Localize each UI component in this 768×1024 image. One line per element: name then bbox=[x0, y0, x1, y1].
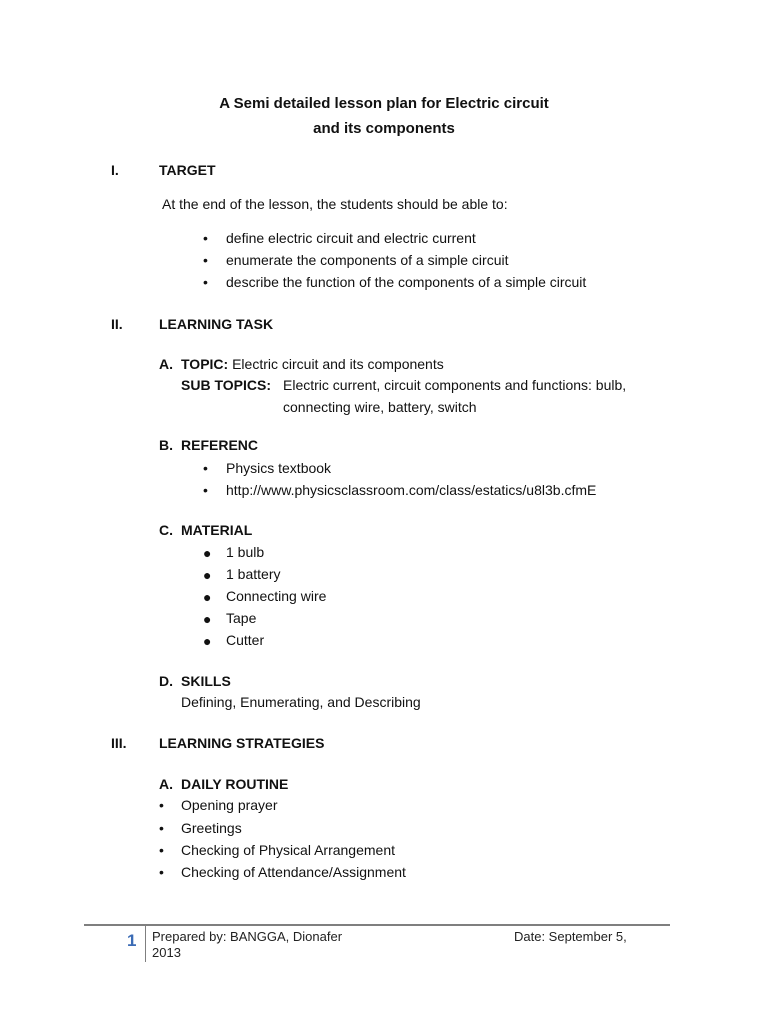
subsection-2b-letter: B. bbox=[159, 437, 173, 453]
document-title-line-2: and its components bbox=[313, 120, 455, 137]
section-3-numeral: III. bbox=[111, 735, 127, 751]
subtopics-value-line-2: connecting wire, battery, switch bbox=[283, 399, 477, 415]
target-objective-2: enumerate the components of a simple circuit bbox=[226, 252, 509, 268]
topic-line bbox=[181, 357, 444, 371]
subsection-2c-letter: C. bbox=[159, 522, 173, 538]
document-title-line-1: A Semi detailed lesson plan for Electric circuit bbox=[219, 95, 549, 112]
subtopics-label: SUB TOPICS: bbox=[181, 377, 271, 393]
subsection-2b-heading: REFERENC bbox=[181, 437, 259, 453]
bullet-icon: • bbox=[159, 842, 164, 858]
page-number: 1 bbox=[127, 931, 137, 950]
topic-label: TOPIC: bbox=[181, 356, 229, 372]
routine-item-4: Checking of Attendance/Assignment bbox=[181, 864, 406, 880]
topic-value: Electric circuit and its components bbox=[232, 356, 444, 372]
section-2-heading: LEARNING TASK bbox=[159, 316, 274, 332]
subsection-2a-letter: A. bbox=[159, 356, 173, 372]
target-objective-3: describe the function of the components of a simple circuit bbox=[226, 274, 587, 290]
material-item-1: 1 bulb bbox=[226, 544, 265, 560]
subsection-2c-heading: MATERIAL bbox=[181, 522, 253, 538]
bullet-icon: • bbox=[203, 230, 208, 246]
subtopics-value-line-1: Electric current, circuit components and functions: bulb, bbox=[283, 377, 627, 393]
bullet-icon: • bbox=[203, 482, 208, 498]
footer-rule bbox=[84, 924, 670, 926]
routine-item-2: Greetings bbox=[181, 820, 242, 836]
bullet-icon: • bbox=[203, 274, 208, 290]
bullet-icon: • bbox=[203, 252, 208, 268]
section-2-numeral: II. bbox=[111, 316, 123, 332]
bullet-icon: ● bbox=[203, 589, 212, 605]
subsection-3a-heading: DAILY ROUTINE bbox=[181, 776, 289, 792]
section-1-heading: TARGET bbox=[159, 162, 216, 178]
routine-item-1: Opening prayer bbox=[181, 797, 278, 813]
footer-divider bbox=[145, 926, 146, 962]
reference-item-2: http://www.physicsclassroom.com/class/estatics/u8l3b.cfmE bbox=[226, 482, 597, 498]
bullet-icon: • bbox=[159, 864, 164, 880]
footer-prepared-by: Prepared by: BANGGA, Dionafer bbox=[152, 929, 343, 944]
bullet-icon: • bbox=[159, 797, 164, 813]
bullet-icon: ● bbox=[203, 633, 212, 649]
section-1-numeral: I. bbox=[111, 162, 119, 178]
footer-year: 2013 bbox=[152, 945, 181, 960]
section-3-heading: LEARNING STRATEGIES bbox=[159, 735, 325, 751]
material-item-4: Tape bbox=[226, 610, 257, 626]
footer-date: Date: September 5, bbox=[514, 929, 627, 944]
subsection-2d-letter: D. bbox=[159, 673, 173, 689]
skills-text: Defining, Enumerating, and Describing bbox=[181, 694, 421, 710]
bullet-icon: • bbox=[159, 820, 164, 836]
subsection-3a-letter: A. bbox=[159, 776, 173, 792]
material-item-5: Cutter bbox=[226, 632, 265, 648]
bullet-icon: ● bbox=[203, 545, 212, 561]
routine-item-3: Checking of Physical Arrangement bbox=[181, 842, 395, 858]
material-item-2: 1 battery bbox=[226, 566, 281, 582]
bullet-icon: ● bbox=[203, 611, 212, 627]
bullet-icon: • bbox=[203, 460, 208, 476]
bullet-icon: ● bbox=[203, 567, 212, 583]
target-objective-1: define electric circuit and electric current bbox=[226, 230, 476, 246]
section-1-intro: At the end of the lesson, the students should be able to: bbox=[162, 196, 508, 212]
reference-item-1: Physics textbook bbox=[226, 460, 332, 476]
subsection-2d-heading: SKILLS bbox=[181, 673, 231, 689]
material-item-3: Connecting wire bbox=[226, 588, 327, 604]
